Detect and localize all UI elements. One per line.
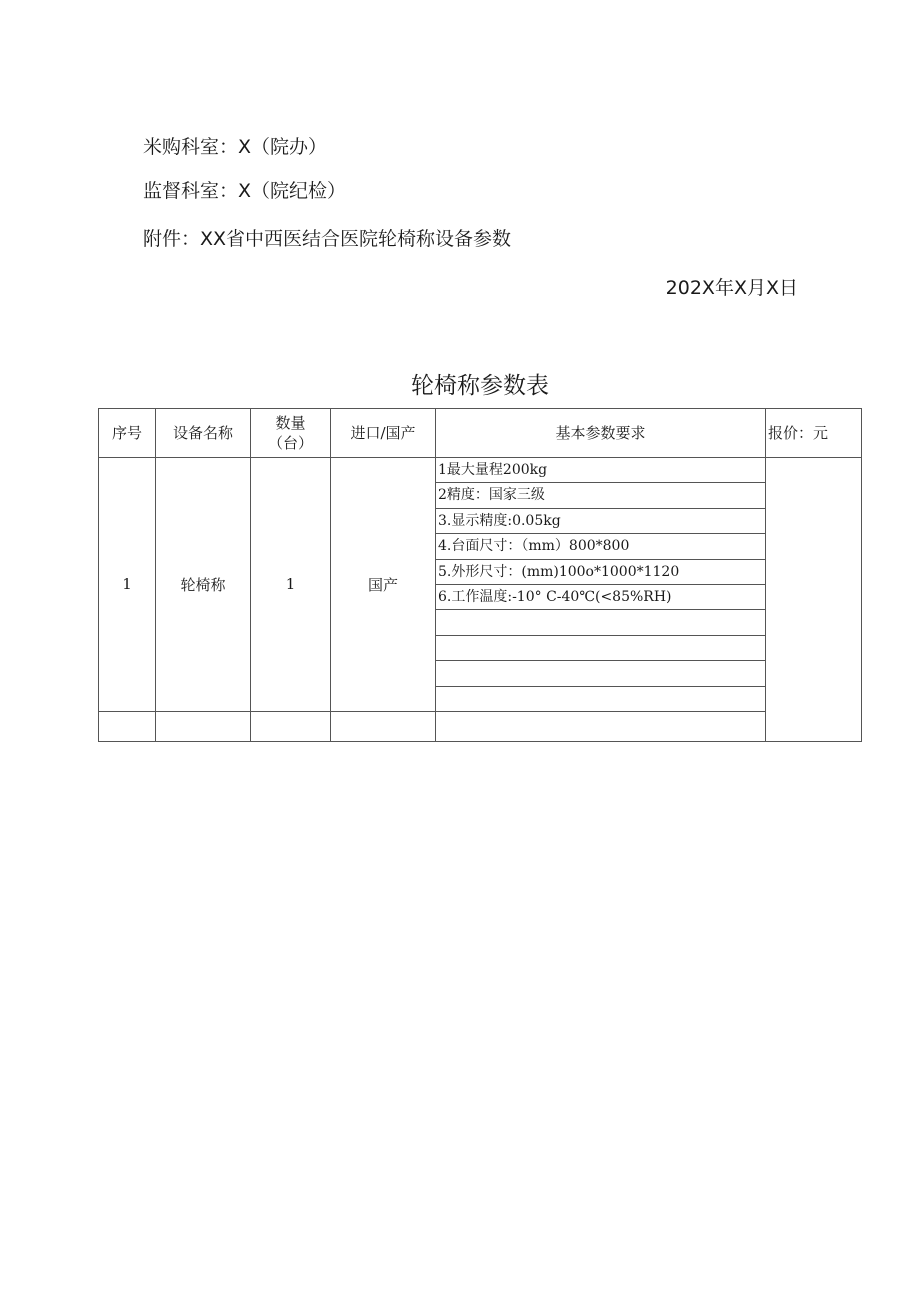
- cell-price: [766, 458, 862, 742]
- param-item: 2精度：国家三级: [436, 483, 765, 508]
- empty-cell: [99, 711, 156, 741]
- header-name: 设备名称: [156, 409, 251, 458]
- param-list: [436, 458, 765, 711]
- param-item: [436, 636, 765, 661]
- table-row-empty: [99, 711, 862, 741]
- parameter-table: [98, 408, 862, 742]
- param-item: 4.台面尺寸：（mm）800*800: [436, 534, 765, 559]
- table-row: [99, 458, 862, 712]
- empty-cell: [156, 711, 251, 741]
- table-header-row: [99, 409, 862, 458]
- cell-no: 1: [99, 458, 156, 712]
- document-date: 202X年X月X日: [665, 277, 798, 299]
- param-item: 1最大量程200kg: [436, 458, 765, 483]
- param-item: 6.工作温度:-10° C-40℃(<85%RH): [436, 585, 765, 610]
- cell-quantity: 1: [251, 458, 331, 712]
- attachment-line: 附件：XX省中西医结合医院轮椅称设备参数: [143, 228, 512, 250]
- param-item: [436, 610, 765, 635]
- param-item: [436, 661, 765, 686]
- empty-cell: [331, 711, 436, 741]
- header-quantity-line2: （台）: [267, 434, 313, 452]
- header-quantity-line1: 数量: [275, 414, 306, 432]
- procurement-department: 米购科室：X（院办）: [143, 136, 328, 158]
- empty-cell: [251, 711, 331, 741]
- header-price: 报价：元: [766, 409, 862, 458]
- header-origin: 进口/国产: [331, 409, 436, 458]
- header-params: 基本参数要求: [436, 409, 766, 458]
- param-item: 5.外形尺寸：(mm)100o*1000*1120: [436, 560, 765, 585]
- param-item: 3.显示精度:0.05kg: [436, 509, 765, 534]
- header-no: 序号: [99, 409, 156, 458]
- cell-origin: 国产: [331, 458, 436, 712]
- table-title: 轮椅称参数表: [411, 373, 549, 399]
- param-item: [436, 687, 765, 711]
- supervision-department: 监督科室：X（院纪检）: [143, 180, 347, 202]
- header-quantity: [251, 409, 331, 458]
- empty-cell: [436, 711, 766, 741]
- cell-name: 轮椅称: [156, 458, 251, 712]
- cell-params: [436, 458, 766, 712]
